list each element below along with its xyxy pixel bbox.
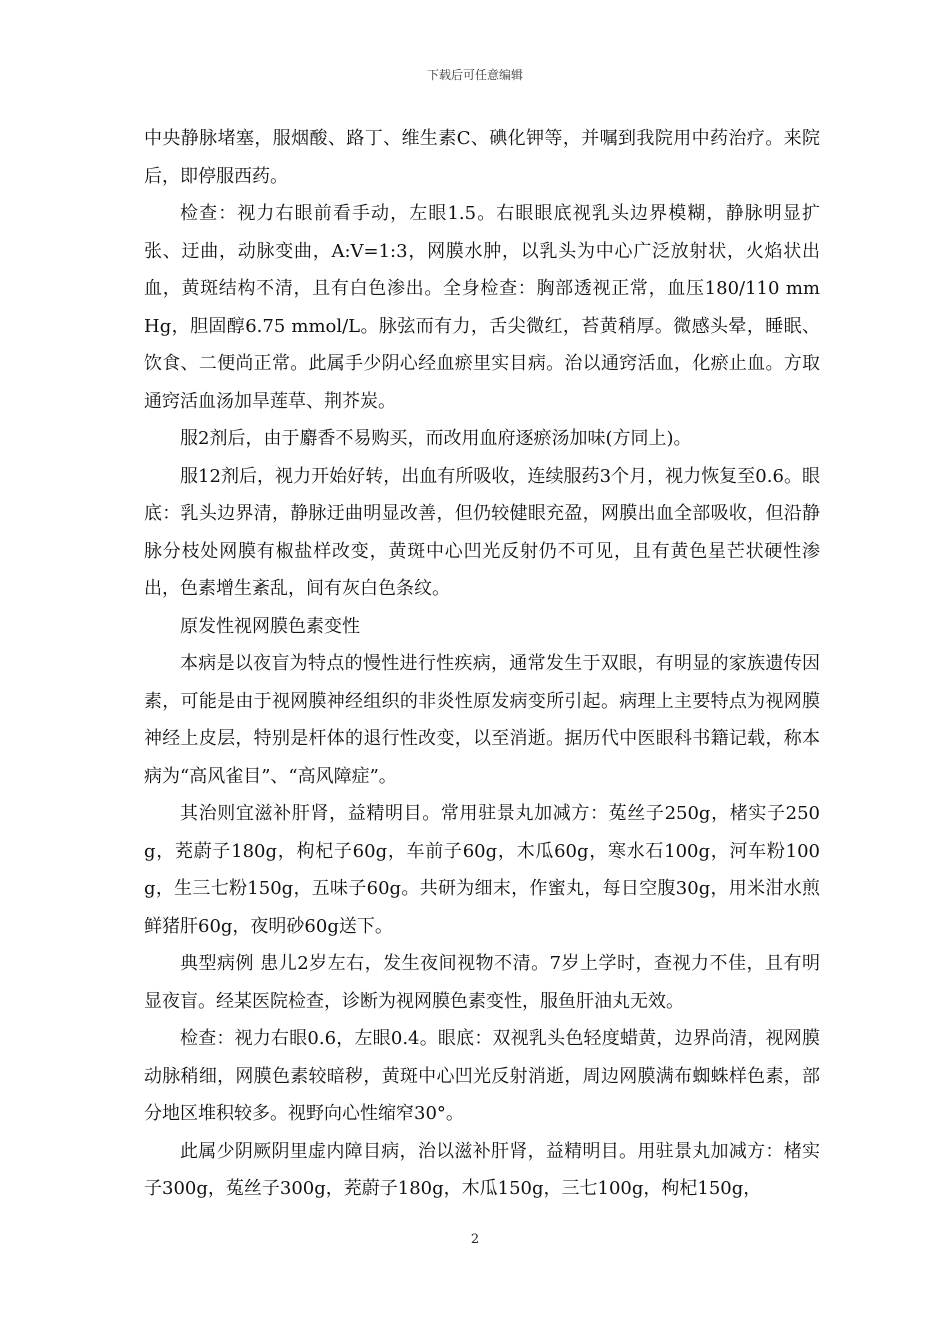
paragraph-10: 此属少阴厥阴里虚内障目病，治以滋补肝肾，益精明目。用驻景丸加减方：楮实子300g，菟丝子300g，茺蔚子180g，木瓜150g，三七100g，枸杞150g， xyxy=(144,1140,820,1199)
page-header: 下载后可任意编辑 xyxy=(426,68,523,82)
paragraph-4: 服12剂后，视力开始好转，出血有所吸收，连续服药3个月，视力恢复至0.6。眼底：乳头边界清，静脉迂曲明显改善，但仍较健眼充盈，网膜出血全部吸收，但沿静脉分枝处网膜有椒盐样改变，黄斑中心凹光反射仍不可见，且有黄色星芒状硬性渗出，色素增生紊乱，间有灰白色条纹。 xyxy=(144,465,820,599)
section-heading: 原发性视网膜色素变性 xyxy=(180,615,360,637)
paragraph-7: 其治则宜滋补肝肾，益精明目。常用驻景丸加减方：菟丝子250g，楮实子250g，茺蔚子180g，枸杞子60g，车前子60g，木瓜60g，寒水石100g，河车粉100g，生三七粉150g，五味子60g。共研为细末，作蜜丸，每日空腹30g，用米泔水煎鲜猪肝60g，夜明砂60g送下。 xyxy=(144,803,820,937)
page-number: 2 xyxy=(470,1232,480,1247)
paragraph-8: 典型病例 患儿2岁左右，发生夜间视物不清。7岁上学时，查视力不佳，且有明显夜盲。经某医院检查，诊断为视网膜色素变性，服鱼肝油丸无效。 xyxy=(144,953,820,1012)
paragraph-1: 中央静脉堵塞，服烟酸、路丁、维生素C、碘化钾等，并嘱到我院用中药治疗。来院后，即停服西药。 xyxy=(144,128,820,187)
paragraph-3: 服2剂后，由于麝香不易购买，而改用血府逐瘀汤加味(方同上)。 xyxy=(180,428,692,449)
paragraph-6: 本病是以夜盲为特点的慢性进行性疾病，通常发生于双眼，有明显的家族遗传因素，可能是由于视网膜神经组织的非炎性原发病变所引起。病理上主要特点为视网膜神经上皮层，特别是杆体的退行性改变，以至消逝。据历代中医眼科书籍记载，称本病为“高风雀目”、“高风障症”。 xyxy=(144,653,820,787)
paragraph-2: 检查：视力右眼前看手动，左眼1.5。右眼眼底视乳头边界模糊，静脉明显扩张、迂曲，动脉变曲，A:V=1:3，网膜水肿，以乳头为中心广泛放射状，火焰状出血，黄斑结构不清，且有白色渗出。全身检查：胸部透视正常，血压180/110 mm Hg，胆固醇6.75 mmol/L。脉弦而有力，舌尖微红，苔黄稍厚。微感头晕，睡眠、饮食、二便尚正常。此属手少阴心经血瘀里实目病。治以通窍活血，化瘀止血。方取通窍活血汤加旱莲草、荆芥炭。 xyxy=(144,203,820,412)
document-body xyxy=(144,120,820,1208)
paragraph-9: 检查：视力右眼0.6，左眼0.4。眼底：双视乳头色轻度蜡黄，边界尚清，视网膜动脉稍细，网膜色素较暗秽，黄斑中心凹光反射消逝，周边网膜满布蜘蛛样色素，部分地区堆积较多。视野向心性缩窄30°。 xyxy=(144,1028,820,1124)
